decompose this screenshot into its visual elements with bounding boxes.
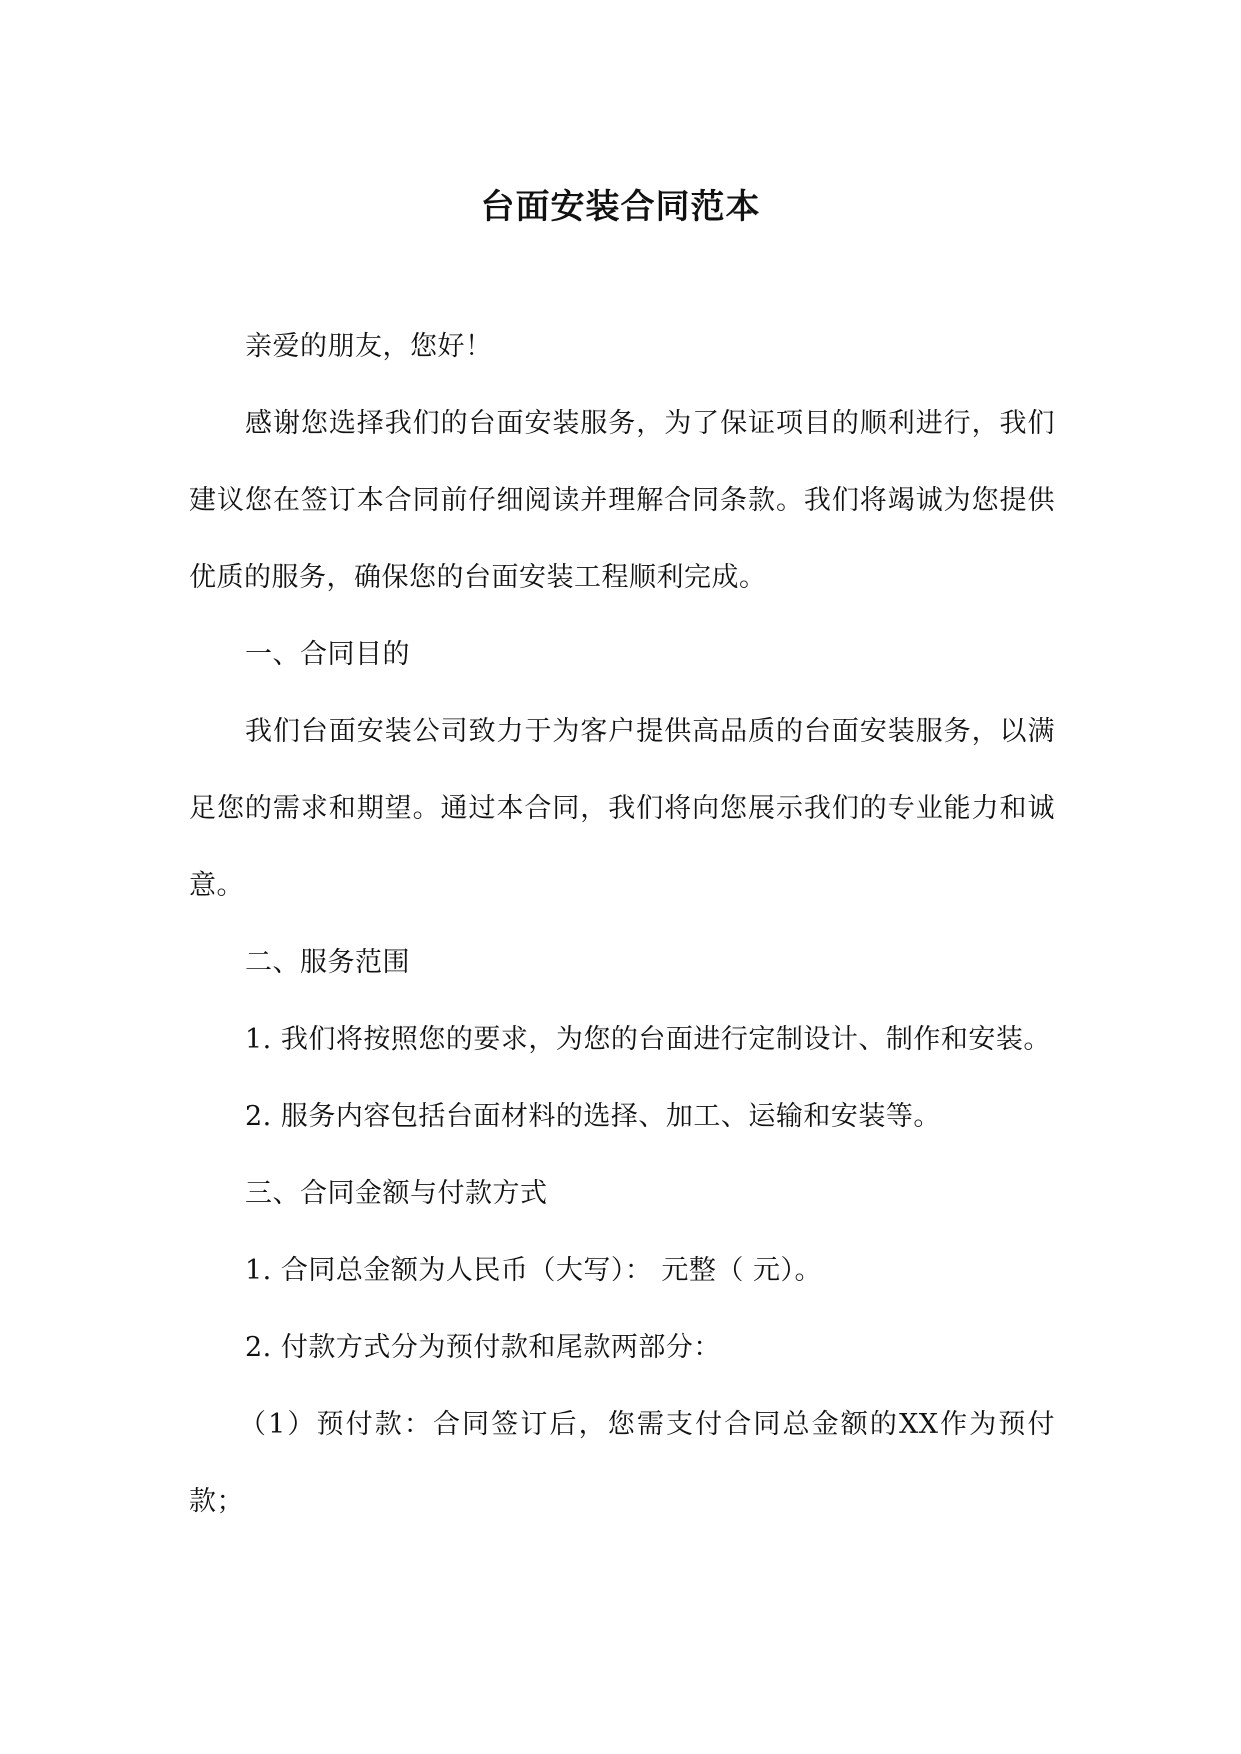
purpose-paragraph: 我们台面安装公司致力于为客户提供高品质的台面安装服务，以满足您的需求和期望。通过本合同，我们将向您展示我们的专业能力和诚意。 [189, 716, 1055, 901]
section-heading-purpose: 一、合同目的 [245, 639, 410, 670]
scope-item-1: 1. 我们将按照您的要求，为您的台面进行定制设计、制作和安装。 [245, 1024, 1051, 1055]
document-title: 台面安装合同范本 [480, 187, 761, 227]
scope-item-2: 2. 服务内容包括台面材料的选择、加工、运输和安装等。 [245, 1101, 941, 1132]
payment-subitem-1: （1）预付款：合同签订后，您需支付合同总金额的XX作为预付款； [189, 1409, 1055, 1517]
payment-item-1: 1. 合同总金额为人民币（大写）： 元整（ 元）。 [245, 1255, 823, 1286]
section-heading-scope: 二、服务范围 [245, 947, 410, 978]
intro-paragraph: 感谢您选择我们的台面安装服务，为了保证项目的顺利进行，我们建议您在签订本合同前仔细阅读并理解合同条款。我们将竭诚为您提供优质的服务，确保您的台面安装工程顺利完成。 [189, 408, 1055, 593]
greeting-paragraph: 亲爱的朋友，您好！ [245, 331, 493, 362]
section-heading-payment: 三、合同金额与付款方式 [245, 1178, 548, 1209]
document-body [189, 308, 1055, 1540]
payment-item-2: 2. 付款方式分为预付款和尾款两部分： [245, 1332, 721, 1363]
